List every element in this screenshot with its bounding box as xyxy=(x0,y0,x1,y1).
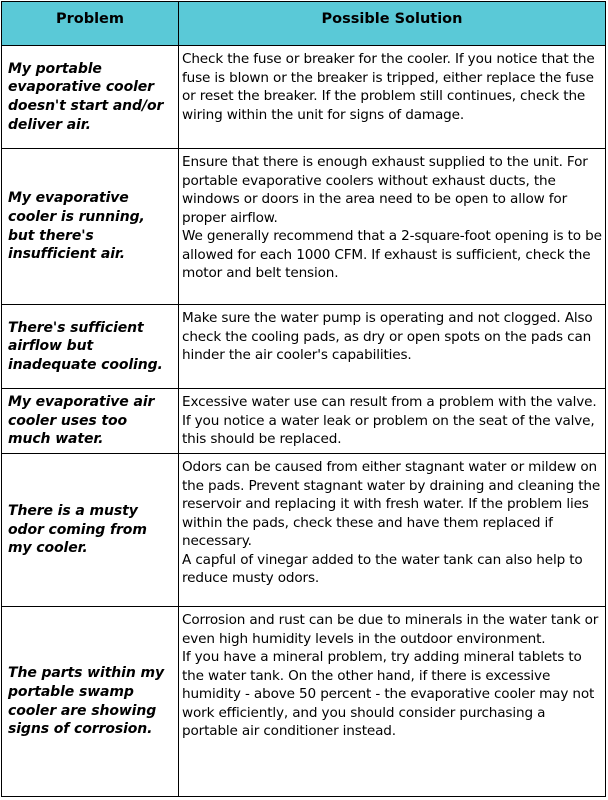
solution-column-header: Possible Solution xyxy=(179,2,606,46)
solution-paragraph: Ensure that there is enough exhaust supplied to the unit. For portable evaporative coolers without exhaust ducts, the windows or doors in the area need to be open to allow for proper airflow. xyxy=(182,154,588,226)
table-row xyxy=(2,46,606,149)
table-row xyxy=(2,305,606,389)
table-row xyxy=(2,454,606,607)
solution-cell xyxy=(179,149,606,305)
solution-paragraph: Corrosion and rust can be due to minerals in the water tank or even high humidity levels in the outdoor environment. xyxy=(182,612,599,647)
solution-cell xyxy=(179,389,606,454)
table-row xyxy=(2,389,606,454)
solution-cell xyxy=(179,305,606,389)
solution-cell xyxy=(179,46,606,149)
problem-cell: My evaporative cooler is running, but there's insufficient air. xyxy=(2,149,179,305)
solution-paragraph: Check the fuse or breaker for the cooler. If you notice that the fuse is blown or the breaker is tripped, either replace the fuse or reset the breaker. If the problem still continues, check the wiring within the unit for signs of damage. xyxy=(182,51,595,123)
solution-cell xyxy=(179,607,606,797)
problem-cell: There is a musty odor coming from my cooler. xyxy=(2,454,179,607)
solution-paragraph: Make sure the water pump is operating and not clogged. Also check the cooling pads, as dry or open spots on the pads can hinder the air cooler's capabilities. xyxy=(182,310,593,363)
problem-cell: The parts within my portable swamp cooler are showing signs of corrosion. xyxy=(2,607,179,797)
table-row xyxy=(2,149,606,305)
problem-cell: My portable evaporative cooler doesn't start and/or deliver air. xyxy=(2,46,179,149)
solution-paragraph: We generally recommend that a 2-square-foot opening is to be allowed for each 1000 CFM. If exhaust is sufficient, check the motor and belt tension. xyxy=(182,228,602,281)
header-row xyxy=(2,2,606,46)
solution-paragraph: If you have a mineral problem, try adding mineral tablets to the water tank. On the other hand, if there is excessive humidity - above 50 percent - the evaporative cooler may not work efficiently, and you should consider purchasing a portable air conditioner instead. xyxy=(182,649,595,739)
table-row xyxy=(2,607,606,797)
solution-cell xyxy=(179,454,606,607)
solution-paragraph: Odors can be caused from either stagnant water or mildew on the pads. Prevent stagnant water by draining and cleaning the reservoir and replacing it with fresh water. If the problem lies within the pads, check these and have them replaced if necessary. xyxy=(182,459,601,549)
troubleshooting-table xyxy=(1,1,606,797)
solution-paragraph: A capful of vinegar added to the water tank can also help to reduce musty odors. xyxy=(182,551,583,586)
problem-cell: My evaporative air cooler uses too much water. xyxy=(2,389,179,454)
problem-cell: There's sufficient airflow but inadequate cooling. xyxy=(2,305,179,389)
problem-column-header: Problem xyxy=(2,2,179,46)
solution-paragraph: Excessive water use can result from a problem with the valve. If you notice a water leak or problem on the seat of the valve, this should be replaced. xyxy=(182,394,597,447)
